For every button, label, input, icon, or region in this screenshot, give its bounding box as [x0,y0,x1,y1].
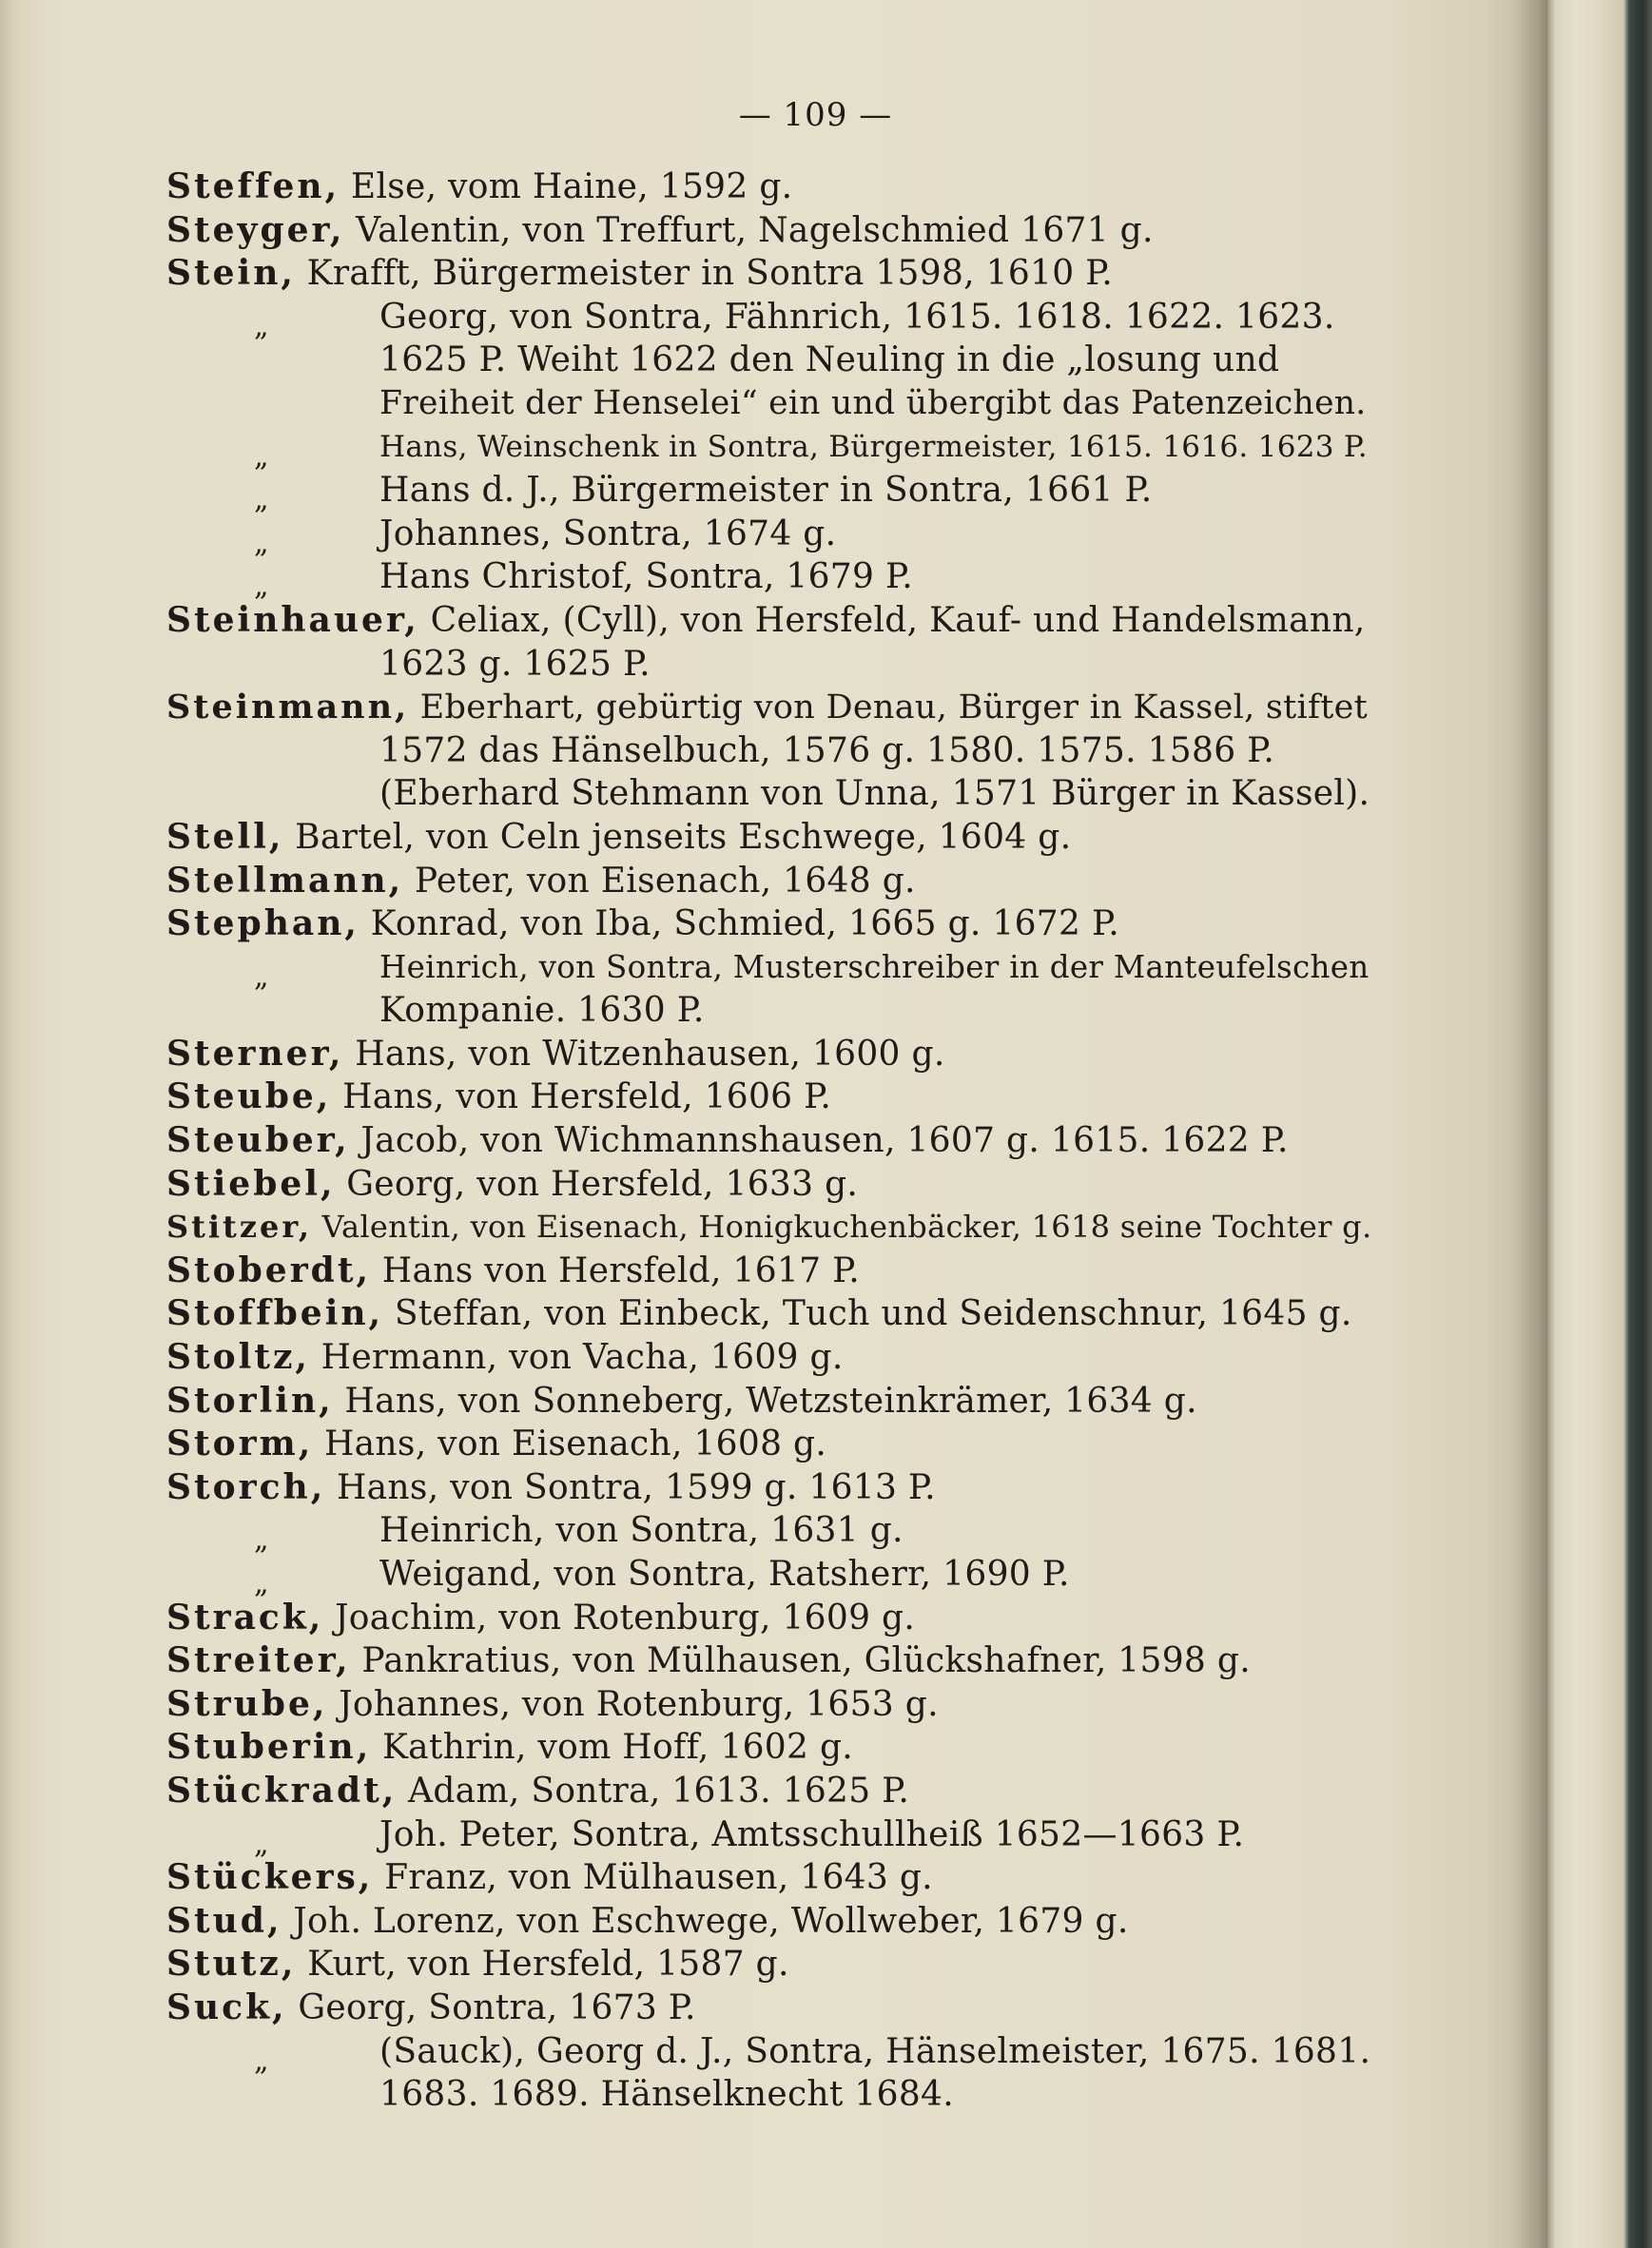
gutter-shadow [1512,0,1550,2248]
register-entry [166,1250,1379,1293]
entry-text: 1623 g. 1625 P. [379,644,651,684]
entry-surname: Stellmann, [166,860,404,901]
entry-surname: Storch, [166,1466,326,1507]
book-edge [1547,0,1652,2248]
entry-surname: Storm, [166,1424,314,1464]
entry-text: Konrad, von Iba, Schmied, 1665 g. 1672 P. [359,904,1119,944]
entry-text: Hans, Weinschenk in Sontra, Bürgermeister, 1615. 1616. 1623 P. [379,429,1368,464]
register-entry [166,1943,1379,1986]
entry-text: (Eberhard Stehmann von Unna, 1571 Bürger in Kassel). [379,774,1370,814]
entry-text: Joh. Peter, Sontra, Amtsschullheiß 1652—1663 P. [379,1814,1245,1854]
entry-continuation [166,382,1379,426]
entry-surname: Steyger, [166,209,345,250]
entry-continuation [166,339,1379,382]
register-entry [166,1163,1379,1207]
entry-surname: Strack, [166,1597,324,1638]
register-sub-entry [166,1509,1379,1558]
register-entry [166,1119,1379,1163]
ditto-mark: „ [254,959,269,994]
ditto-mark: „ [254,483,269,517]
register-sub-entry [166,1813,1379,1861]
entry-surname: Stoberdt, [166,1250,372,1290]
entry-text: Johannes, von Rotenburg, 1653 g. [327,1684,939,1724]
ditto-mark: „ [254,1827,269,1861]
entry-text: Krafft, Bürgermeister in Sontra 1598, 1610 P. [295,254,1114,294]
register-entry [166,1033,1379,1076]
entry-continuation [166,772,1379,816]
entry-surname: Steinhauer, [166,599,419,640]
entry-text: Hans, von Eisenach, 1608 g. [313,1424,827,1464]
ditto-mark: „ [254,1523,269,1558]
entry-text: Celiax, (Cyll), von Hersfeld, Kauf- und Handelsmann, [418,600,1366,640]
register-entry [166,1206,1379,1250]
entry-text: Heinrich, von Sontra, 1631 g. [379,1511,904,1551]
entry-surname: Streiter, [166,1640,351,1681]
entry-text: Hans Christof, Sontra, 1679 P. [379,557,913,597]
register-sub-entry [166,2030,1379,2078]
register-entries [166,165,1379,2117]
entry-surname: Stuberin, [166,1727,372,1768]
register-entry [166,1900,1379,1944]
register-entry [166,1639,1379,1683]
entry-text: Hans, von Sontra, 1599 g. 1613 P. [325,1467,936,1507]
entry-text: Hans, von Hersfeld, 1606 P. [331,1077,832,1117]
register-entry [166,165,1379,209]
entry-text: Georg, von Sontra, Fähnrich, 1615. 1618. 1622. 1623. [379,297,1335,337]
entry-text: Valentin, von Treffurt, Nagelschmied 1671 g. [344,210,1154,250]
entry-text: Steffan, von Einbeck, Tuch und Seidenschnur, 1645 g. [383,1294,1352,1334]
entry-text: Georg, Sontra, 1673 P. [286,1987,696,2027]
entry-text: 1683. 1689. Hänselknecht 1684. [379,2075,954,2115]
entry-continuation [166,643,1379,687]
register-entry [166,1380,1379,1424]
entry-surname: Stiebel, [166,1163,336,1204]
entry-continuation [166,989,1379,1033]
register-entry [166,1683,1379,1727]
entry-text: (Sauck), Georg d. J., Sontra, Hänselmeister, 1675. 1681. [379,2031,1371,2071]
entry-text: Jacob, von Wichmannshausen, 1607 g. 1615. 1622 P. [349,1121,1289,1161]
entry-text: Franz, von Mülhausen, 1643 g. [373,1858,933,1898]
entry-text: Else, vom Haine, 1592 g. [340,167,793,206]
entry-surname: Steube, [166,1076,332,1117]
entry-text: Johannes, Sontra, 1674 g. [379,514,837,553]
entry-surname: Stoltz, [166,1337,310,1378]
register-entry [166,1986,1379,2030]
register-entry [166,1336,1379,1380]
entry-text: Peter, von Eisenach, 1648 g. [403,861,916,901]
register-sub-entry [166,426,1379,474]
entry-surname: Stückers, [166,1857,374,1898]
entry-surname: Steffen, [166,166,340,206]
entry-continuation [166,2073,1379,2117]
entry-text: Pankratius, von Mülhausen, Glückshafner, 1598 g. [350,1641,1251,1681]
register-entry [166,252,1379,296]
entry-text: Hans, von Witzenhausen, 1600 g. [343,1034,945,1074]
entry-text: Freiheit der Henselei“ ein und übergibt das Patenzeichen. [379,383,1367,422]
register-sub-entry [166,555,1379,604]
entry-text: Georg, von Hersfeld, 1633 g. [335,1164,859,1204]
ditto-mark: „ [254,439,269,474]
register-entry [166,1770,1379,1813]
entry-text: 1572 das Hänselbuch, 1576 g. 1580. 1575. 1586 P. [379,730,1275,770]
entry-text: Eberhart, gebürtig von Denau, Bürger in Kassel, stiftet [409,688,1369,727]
register-entry [166,1597,1379,1640]
entry-text: Hans d. J., Bürgermeister in Sontra, 1661 P. [379,471,1153,511]
entry-surname: Steinmann, [166,688,410,727]
entry-surname: Sterner, [166,1033,344,1074]
ditto-mark: „ [254,526,269,560]
register-entry [166,902,1379,946]
entry-text: Hermann, von Vacha, 1609 g. [309,1338,844,1378]
entry-text: Kathrin, vom Hoff, 1602 g. [371,1728,854,1768]
entry-text: Joachim, von Rotenburg, 1609 g. [323,1598,916,1638]
entry-text: Hans, von Sonneberg, Wetzsteinkrämer, 1634 g. [333,1381,1197,1421]
entry-surname: Suck, [166,1986,287,2027]
register-sub-entry [166,469,1379,517]
register-entry [166,209,1379,253]
entry-text: Bartel, von Celn jenseits Eschwege, 1604 g. [283,817,1072,857]
ditto-mark: „ [254,570,269,604]
entry-surname: Stein, [166,253,296,294]
entry-text: Valentin, von Eisenach, Honigkuchenbäcker, 1618 seine Tochter g. [312,1209,1372,1246]
entry-surname: Stephan, [166,903,360,944]
entry-surname: Stitzer, [166,1209,313,1246]
register-entry [166,1076,1379,1119]
entry-text: Kompanie. 1630 P. [379,991,705,1031]
register-entry [166,1726,1379,1770]
register-sub-entry [166,296,1379,343]
entry-text: Kurt, von Hersfeld, 1587 g. [296,1945,789,1985]
entry-text: Weigand, von Sontra, Ratsherr, 1690 P. [379,1555,1070,1594]
register-entry [166,599,1379,643]
ditto-mark: „ [254,1567,269,1600]
entry-surname: Storlin, [166,1380,334,1421]
entry-surname: Stud, [166,1900,282,1941]
entry-surname: Strube, [166,1683,328,1724]
register-entry [166,1856,1379,1900]
entry-text: 1625 P. Weiht 1622 den Neuling in die „losung und [379,340,1280,380]
register-entry [166,686,1379,729]
register-sub-entry [166,1553,1379,1600]
register-entry [166,1423,1379,1466]
page-number: — 109 — [738,96,893,134]
register-entry [166,860,1379,903]
ditto-mark: „ [254,309,269,343]
page-content [166,91,1379,2117]
register-entry [166,816,1379,860]
entry-text: Joh. Lorenz, von Eschwege, Wollweber, 1679 g. [282,1901,1129,1941]
entry-text: Adam, Sontra, 1613. 1625 P. [397,1771,910,1811]
register-entry [166,1466,1379,1510]
ditto-mark: „ [254,2044,269,2078]
entry-surname: Stoffbein, [166,1293,384,1334]
entry-surname: Stell, [166,816,284,857]
entry-text: Hans von Hersfeld, 1617 P. [371,1250,861,1290]
register-entry [166,1292,1379,1336]
entry-surname: Stutz, [166,1944,297,1985]
entry-surname: Steuber, [166,1120,350,1161]
entry-text: Heinrich, von Sontra, Musterschreiber in der Manteufelschen [379,948,1370,985]
register-sub-entry [166,513,1379,560]
entry-surname: Stückradt, [166,1770,398,1811]
entry-continuation [166,729,1379,773]
register-sub-entry [166,946,1379,994]
